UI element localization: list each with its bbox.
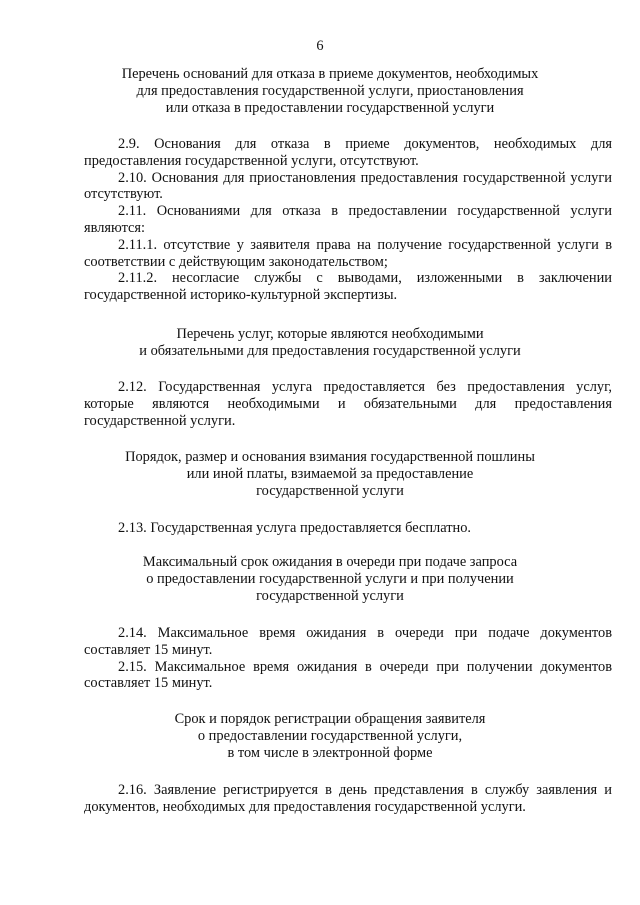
heading-line: государственной услуги [256, 587, 404, 604]
section-body-required-services [84, 379, 612, 429]
paragraph-2-11-1: 2.11.1. отсутствие у заявителя права на получение государственной услуги в соответствии с действующим законодательством; [84, 236, 612, 270]
paragraph-2-15: 2.15. Максимальное время ожидания в очереди при получении документов составляет 15 минут. [84, 658, 612, 692]
paragraph-2-16: 2.16. Заявление регистрируется в день представления в службу заявления и документов, необходимых для предоставления государственной услуги. [84, 782, 612, 815]
paragraph-2-11-2: 2.11.2. несогласие службы с выводами, изложенными в заключении государственной историко-культурной экспертизы. [84, 270, 612, 304]
heading-line: Максимальный срок ожидания в очереди при подаче запроса [142, 554, 518, 570]
section-body-fee [84, 520, 612, 537]
paragraph-2-11: 2.11. Основаниями для отказа в предоставлении государственной услуги являются: [84, 203, 612, 236]
paragraph-2-13: 2.13. Государственная услуга предоставляется бесплатно. [118, 520, 472, 536]
heading-line: Перечень услуг, которые являются необходимыми [176, 326, 484, 342]
section-heading-refusal-grounds [80, 66, 580, 116]
section-body-refusal-grounds [84, 136, 612, 304]
section-heading-registration [80, 711, 580, 761]
section-heading-required-services [80, 326, 580, 360]
section-heading-fee [80, 449, 580, 499]
heading-line: и обязательными для предоставления государственной услуги [139, 342, 521, 359]
section-body-registration [84, 782, 612, 816]
heading-line: Перечень оснований для отказа в приеме документов, необходимых [121, 66, 539, 82]
paragraph-2-10: 2.10. Основания для приостановления предоставления государственной услуги отсутствуют. [84, 169, 612, 203]
section-heading-queue-time [80, 554, 580, 604]
section-body-queue-time [84, 625, 612, 692]
heading-line: о предоставлении государственной услуги, [197, 727, 463, 744]
heading-line: в том числе в электронной форме [227, 744, 433, 761]
paragraph-2-12: 2.12. Государственная услуга предоставляется без предоставления услуг, которые являются необходимыми и обязательными для предоставления государственной услуги. [84, 379, 612, 429]
heading-line: Порядок, размер и основания взимания государственной пошлины [125, 449, 535, 465]
paragraph-2-9: 2.9. Основания для отказа в приеме документов, необходимых для предоставления государственной услуги, отсутствуют. [84, 136, 612, 169]
heading-line: государственной услуги [256, 482, 404, 499]
heading-line: для предоставления государственной услуги, приостановления [136, 82, 524, 99]
heading-line: о предоставлении государственной услуги и при получении [146, 570, 514, 587]
heading-line: или иной платы, взимаемой за предоставление [186, 465, 474, 482]
heading-line: или отказа в предоставлении государственной услуги [165, 99, 495, 116]
heading-line: Срок и порядок регистрации обращения заявителя [174, 711, 486, 727]
page-number: 6 [316, 38, 324, 54]
paragraph-2-14: 2.14. Максимальное время ожидания в очереди при подаче документов составляет 15 минут. [84, 625, 612, 658]
